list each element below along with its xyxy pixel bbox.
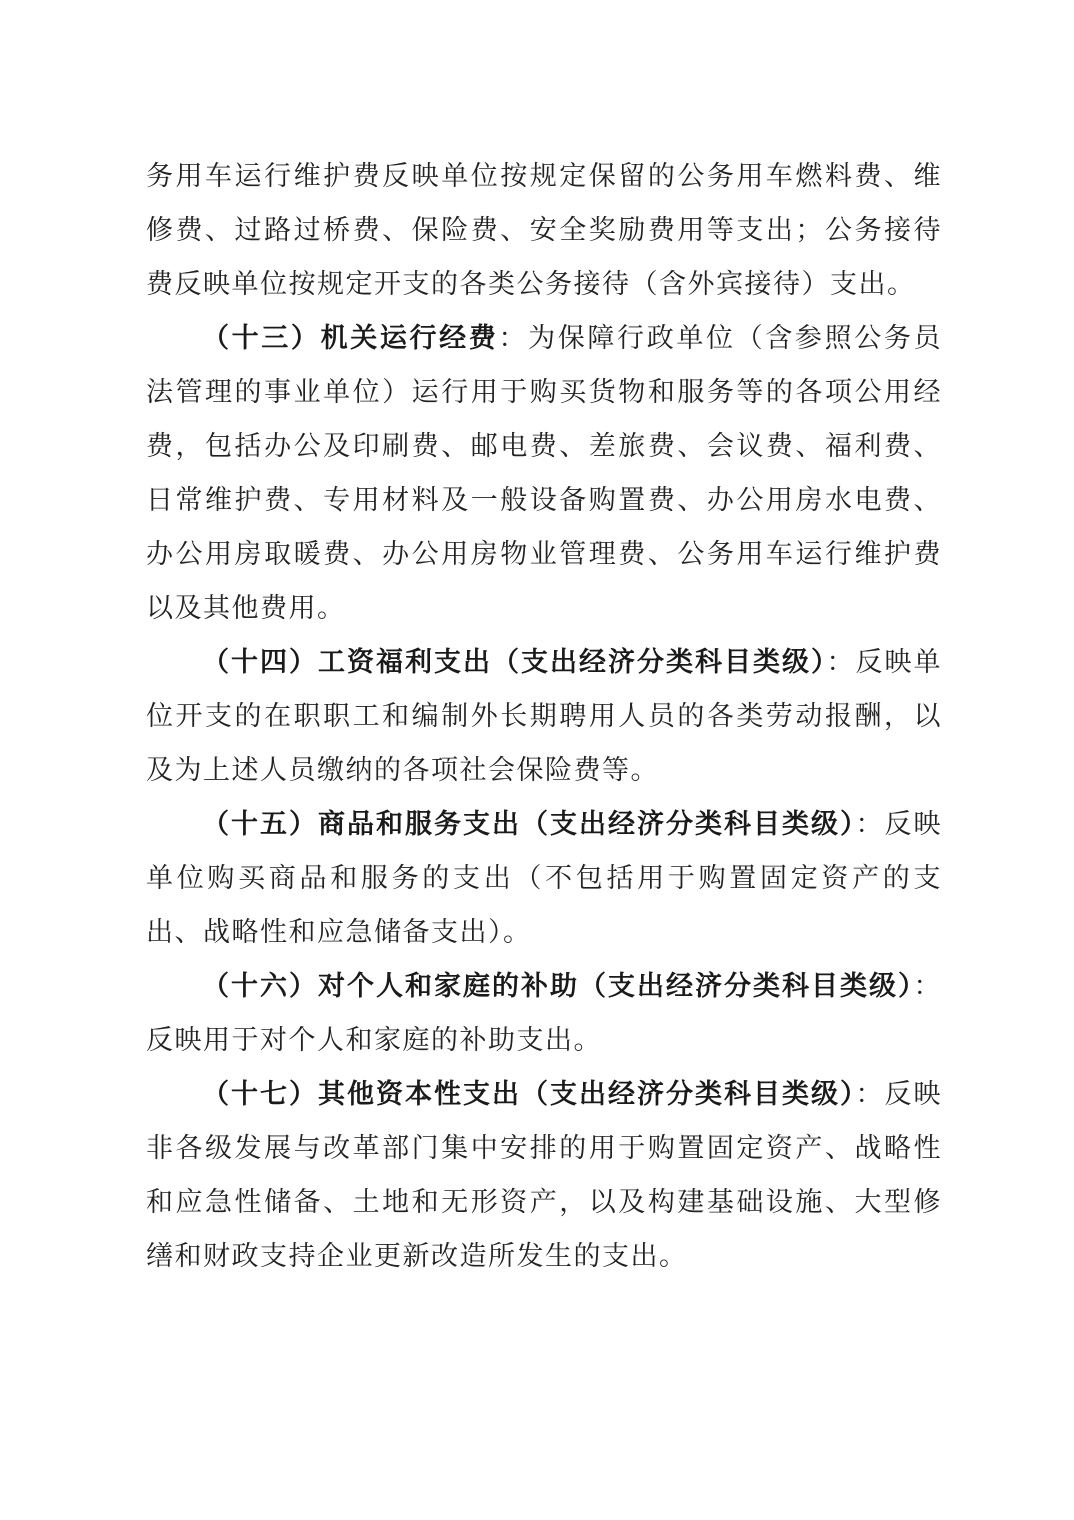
paragraph-continued — [146, 150, 942, 312]
paragraph-heading: （十七）其他资本性支出（支出经济分类科目类级） — [202, 1079, 856, 1110]
paragraph-17 — [146, 1068, 942, 1284]
paragraph-heading: （十六）对个人和家庭的补助（支出经济分类科目类级） — [202, 971, 914, 1002]
paragraph-14 — [146, 636, 942, 798]
paragraph-heading: （十五）商品和服务支出（支出经济分类科目类级） — [202, 809, 856, 840]
paragraph-13 — [146, 312, 942, 636]
paragraph-15 — [146, 798, 942, 960]
paragraph-text: ：反映单位开支的在职职工和编制外长期聘用人员的各类劳动报酬，以及为上述人员缴纳的各项社会保险费等。 — [146, 647, 942, 786]
paragraph-text: ：反映非各级发展与改革部门集中安排的用于购置固定资产、战略性和应急性储备、土地和无形资产，以及构建基础设施、大型修缮和财政支持企业更新改造所发生的支出。 — [146, 1079, 942, 1272]
paragraph-text: ：为保障行政单位（含参照公务员法管理的事业单位）运行用于购买货物和服务等的各项公用经费，包括办公及印刷费、邮电费、差旅费、会议费、福利费、日常维护费、专用材料及一般设备购置费、办公用房水电费、办公用房取暖费、办公用房物业管理费、公务用车运行维护费以及其他费用。 — [146, 323, 943, 624]
paragraph-heading: （十四）工资福利支出（支出经济分类科目类级） — [202, 647, 827, 678]
paragraph-16 — [146, 960, 942, 1068]
paragraph-text: ：反映用于对个人和家庭的补助支出。 — [146, 971, 942, 1056]
paragraph-heading: （十三）机关运行经费 — [202, 323, 499, 354]
paragraph-text: 务用车运行维护费反映单位按规定保留的公务用车燃料费、维修费、过路过桥费、保险费、安全奖励费用等支出；公务接待费反映单位按规定开支的各类公务接待（含外宾接待）支出。 — [146, 161, 942, 300]
paragraph-text: ：反映单位购买商品和服务的支出（不包括用于购置固定资产的支出、战略性和应急储备支出）。 — [146, 809, 942, 948]
